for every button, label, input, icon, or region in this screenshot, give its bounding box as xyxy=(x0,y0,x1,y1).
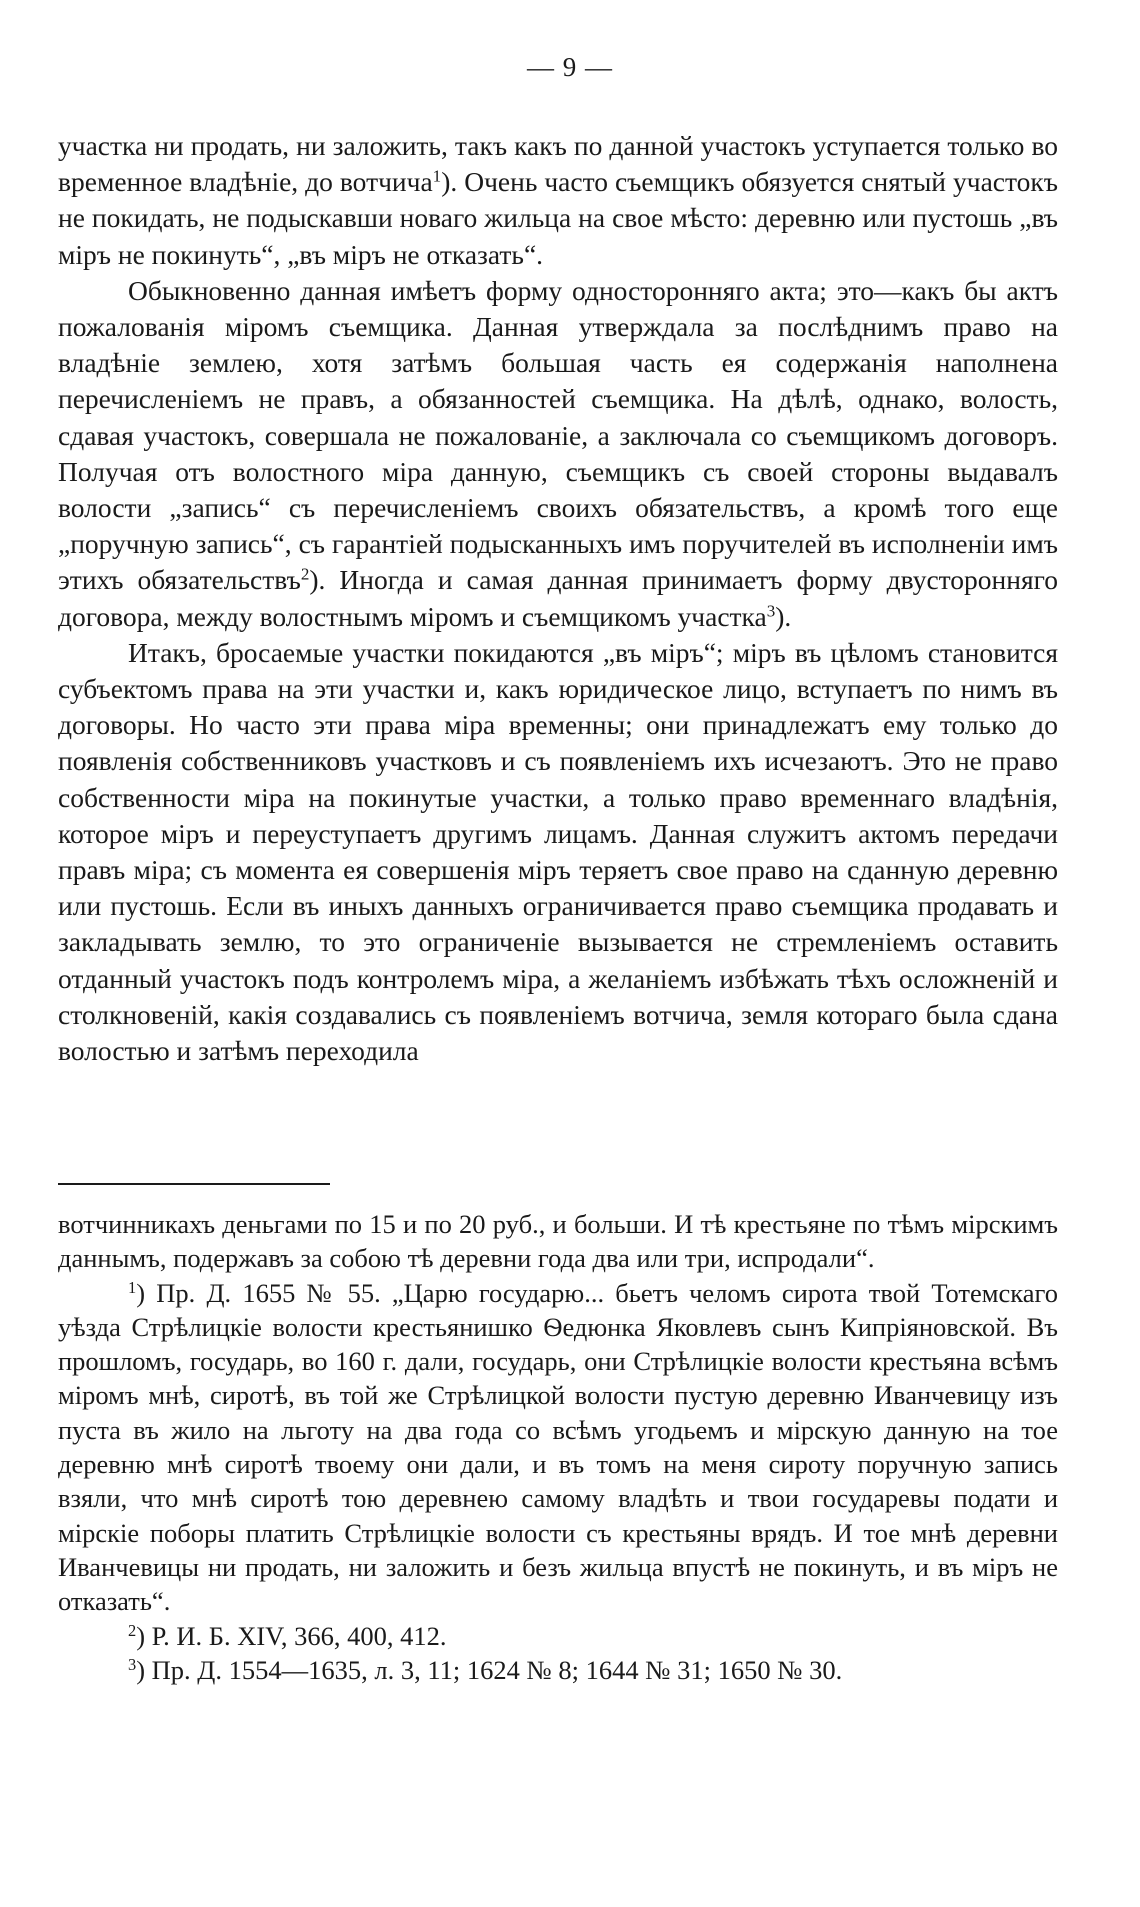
footnote-continuation: вотчинникахъ деньгами по 15 и по 20 руб., и больши. И тѣ крестьяне по тѣмъ мірскимъ даннымъ, подержавъ за собою тѣ деревни года два или три, испродали“. xyxy=(58,1209,1058,1274)
page-number: — 9 — xyxy=(527,52,613,82)
footnote-1 xyxy=(58,1276,1058,1619)
paragraph-2 xyxy=(58,273,1058,635)
paragraph-2-text-end: ). xyxy=(775,600,792,632)
paragraph-2-text-cont: ). Иногда и самая данная принимаетъ форму двусторонняго договора, между волостнымъ міромъ и съемщикомъ участка xyxy=(58,564,1058,632)
paragraph-1-text-cont: ). Очень часто съемщикъ обязуется снятый участокъ не покидать, не подыскавши новаго жильца на свое мѣсто: деревню или пустошь „въ міръ не покинуть“, „въ міръ не отказать“. xyxy=(58,166,1058,270)
main-text xyxy=(58,128,1058,1069)
footnote-ref-1: 1 xyxy=(432,166,442,186)
footnotes xyxy=(58,1207,1058,1687)
footnote-2 xyxy=(58,1619,1058,1653)
paragraph-1-text: участка ни продать, ни заложить, такъ какъ по данной участокъ уступается только во временное владѣніе, до вотчича xyxy=(58,130,1058,198)
footnote-2-mark: 2 xyxy=(128,1620,137,1640)
paragraph-3: Итакъ, бросаемые участки покидаются „въ міръ“; міръ въ цѣломъ становится субъектомъ права на эти участки и, какъ юридическое лицо, вступаетъ по нимъ въ договоры. Но часто эти права міра временны; они принадлежатъ ему только до появленія собственниковъ участковъ и съ появленіемъ ихъ исчезаютъ. Это не право собственности міра на покинутые участки, а только право временнаго владѣнія, которое міръ и переуступаетъ другимъ лицамъ. Данная служитъ актомъ передачи правъ міра; съ момента ея совершенія міръ теряетъ свое право на сданную деревню или пустошь. Если въ иныхъ данныхъ ограничивается право съемщика продавать и закладывать землю, то это ограниченіе вызывается не стремленіемъ оставить отданный участокъ подъ контролемъ міра, а желаніемъ избѣжать тѣхъ осложненій и столкновеній, какія создавались съ появленіемъ вотчича, земля котораго была сдана волостью и затѣмъ переходила xyxy=(58,636,1058,1067)
paragraph-2-text: Обыкновенно данная имѣетъ форму односторонняго акта; это—какъ бы актъ пожалованія міромъ съемщика. Данная утверждала за послѣднимъ право на владѣніе землею, хотя затѣмъ большая часть ея содержанія наполнена перечисленіемъ не правъ, а обязанностей съемщика. На дѣлѣ, однако, волость, сдавая участокъ, совершала не пожалованіе, а заключала со съемщикомъ договоръ. Получая отъ волостного міра данную, съемщикъ съ своей стороны выдавалъ волости „запись“ съ перечисленіемъ своихъ обязательствъ, а кромѣ того еще „поручную запись“, съ гарантіей подысканныхъ имъ поручителей въ исполненіи имъ этихъ обязательствъ xyxy=(58,274,1058,596)
footnote-3-text: ) Пр. Д. 1554—1635, л. 3, 11; 1624 № 8; 1644 № 31; 1650 № 30. xyxy=(136,1654,843,1685)
footnote-2-text: ) Р. И. Б. XIV, 366, 400, 412. xyxy=(136,1620,447,1651)
footnote-1-text: ) Пр. Д. 1655 № 55. „Царю государю... бьетъ челомъ сирота твой Тотемскаго уѣзда Стрѣлицкіе волости крестьянишко Ѳедюнка Яковлевъ сынъ Кипріяновской. Въ прошломъ, государь, во 160 г. дали, государь, они Стрѣлицкіе волости крестьяна всѣмъ міромъ мнѣ, сиротѣ, въ той же Стрѣлицкой волости пустую деревню Иванчевицу изъ пуста въ жило на льготу на два года со всѣмъ угодьемъ и мірскую данную на тое деревню мнѣ сиротѣ твоему они дали, и въ томъ на меня сироту поручную запись взяли, что мнѣ сиротѣ тою деревнею самому владѣть и твои государевы подати и мірскіе поборы платить Стрѣлицкіе волости съ крестьяны врядъ. И тое мнѣ деревни Иванчевицы ни продать, ни заложить и безъ жильца впустѣ не покинуть, и въ міръ не отказать“. xyxy=(58,1277,1058,1617)
footnote-ref-2: 2 xyxy=(300,565,310,585)
footnote-1-mark: 1 xyxy=(128,1277,137,1297)
footnote-3-mark: 3 xyxy=(128,1654,137,1674)
footnote-3 xyxy=(58,1653,1058,1687)
footnote-separator xyxy=(58,1183,330,1185)
paragraph-1 xyxy=(58,128,1058,273)
footnote-ref-3: 3 xyxy=(766,601,776,621)
